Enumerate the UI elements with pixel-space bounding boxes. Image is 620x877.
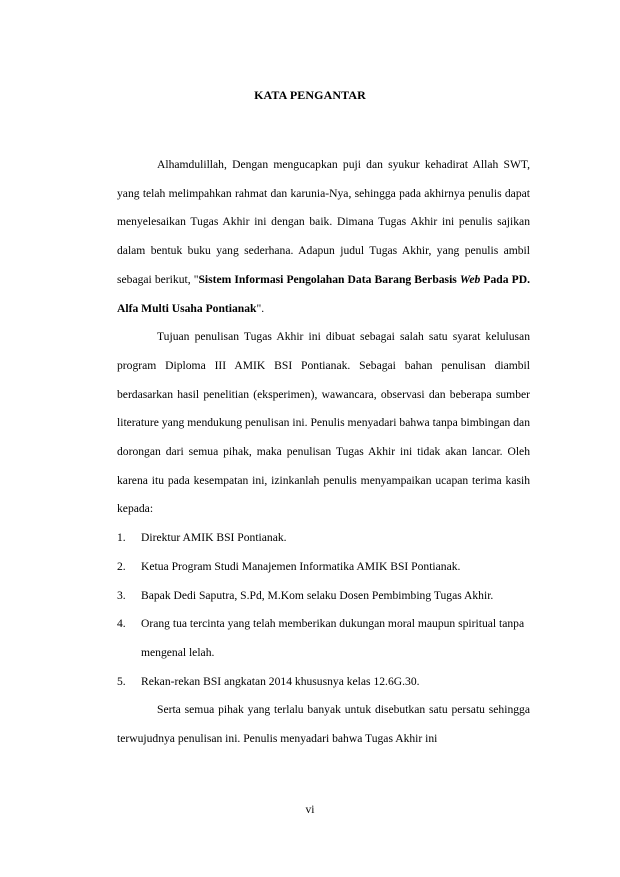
list-item — [117, 668, 530, 697]
paragraph-intro — [117, 151, 530, 323]
document-body — [117, 151, 530, 754]
paragraph-purpose: Tujuan penulisan Tugas Akhir ini dibuat sebagai salah satu syarat kelulusan program Diploma III AMIK BSI Pontianak. Sebagai bahan penulisan diambil berdasarkan hasil penelitian (eksperimen), wawancara, observasi dan beberapa sumber literature yang mendukung penulisan ini. Penulis menyadari bahwa tanpa bimbingan dan dorongan dari semua pihak, maka penulisan Tugas Akhir ini tidak akan lancar. Oleh karena itu pada kesempatan ini, izinkanlah penulis menyampaikan ucapan terima kasih kepada: — [117, 330, 530, 516]
thesis-title-part1: Sistem Informasi Pengolahan Data Barang Berbasis — [198, 272, 460, 286]
list-item — [117, 553, 530, 582]
list-item — [117, 582, 530, 611]
list-item-text: Bapak Dedi Saputra, S.Pd, M.Kom selaku Dosen Pembimbing Tugas Akhir. — [141, 588, 494, 602]
list-item — [117, 524, 530, 553]
thesis-title-part2: Pada PD. Alfa Multi Usaha Pontianak — [117, 272, 530, 315]
acknowledgement-list — [117, 524, 530, 696]
thesis-title-web: Web — [459, 272, 481, 286]
paragraph-closing: Serta semua pihak yang terlalu banyak untuk disebutkan satu persatu sehingga terwujudnya penulisan ini. Penulis menyadari bahwa Tugas Akhir ini — [117, 703, 530, 746]
paragraph-intro-text: Alhamdulillah, Dengan mengucapkan puji dan syukur kehadirat Allah SWT, yang telah melimpahkan rahmat dan karunia-Nya, sehingga pada akhirnya penulis dapat menyelesaikan Tugas Akhir ini dengan baik. Dimana Tugas Akhir ini penulis sajikan dalam bentuk buku yang sederhana. Adapun judul Tugas Akhir, yang penulis ambil sebagai berikut, — [117, 158, 530, 286]
page-number: vi — [305, 804, 315, 816]
list-item-number: 3. — [117, 588, 126, 602]
list-item-number: 5. — [117, 674, 126, 688]
list-item-number: 1. — [117, 531, 126, 545]
list-item-text: Ketua Program Studi Manajemen Informatika AMIK BSI Pontianak. — [141, 559, 461, 573]
quote-close: ". — [256, 301, 265, 315]
list-item-number: 2. — [117, 559, 126, 573]
list-item — [117, 610, 530, 667]
list-item-text: Direktur AMIK BSI Pontianak. — [141, 531, 287, 545]
page-title: KATA PENGANTAR — [254, 88, 366, 102]
list-item-number: 4. — [117, 617, 126, 631]
list-item-text: Rekan-rekan BSI angkatan 2014 khususnya kelas 12.6G.30. — [141, 674, 420, 688]
quote-open: " — [193, 272, 199, 286]
list-item-text: Orang tua tercinta yang telah memberikan dukungan moral maupun spiritual tanpa mengenal lelah. — [141, 617, 525, 659]
